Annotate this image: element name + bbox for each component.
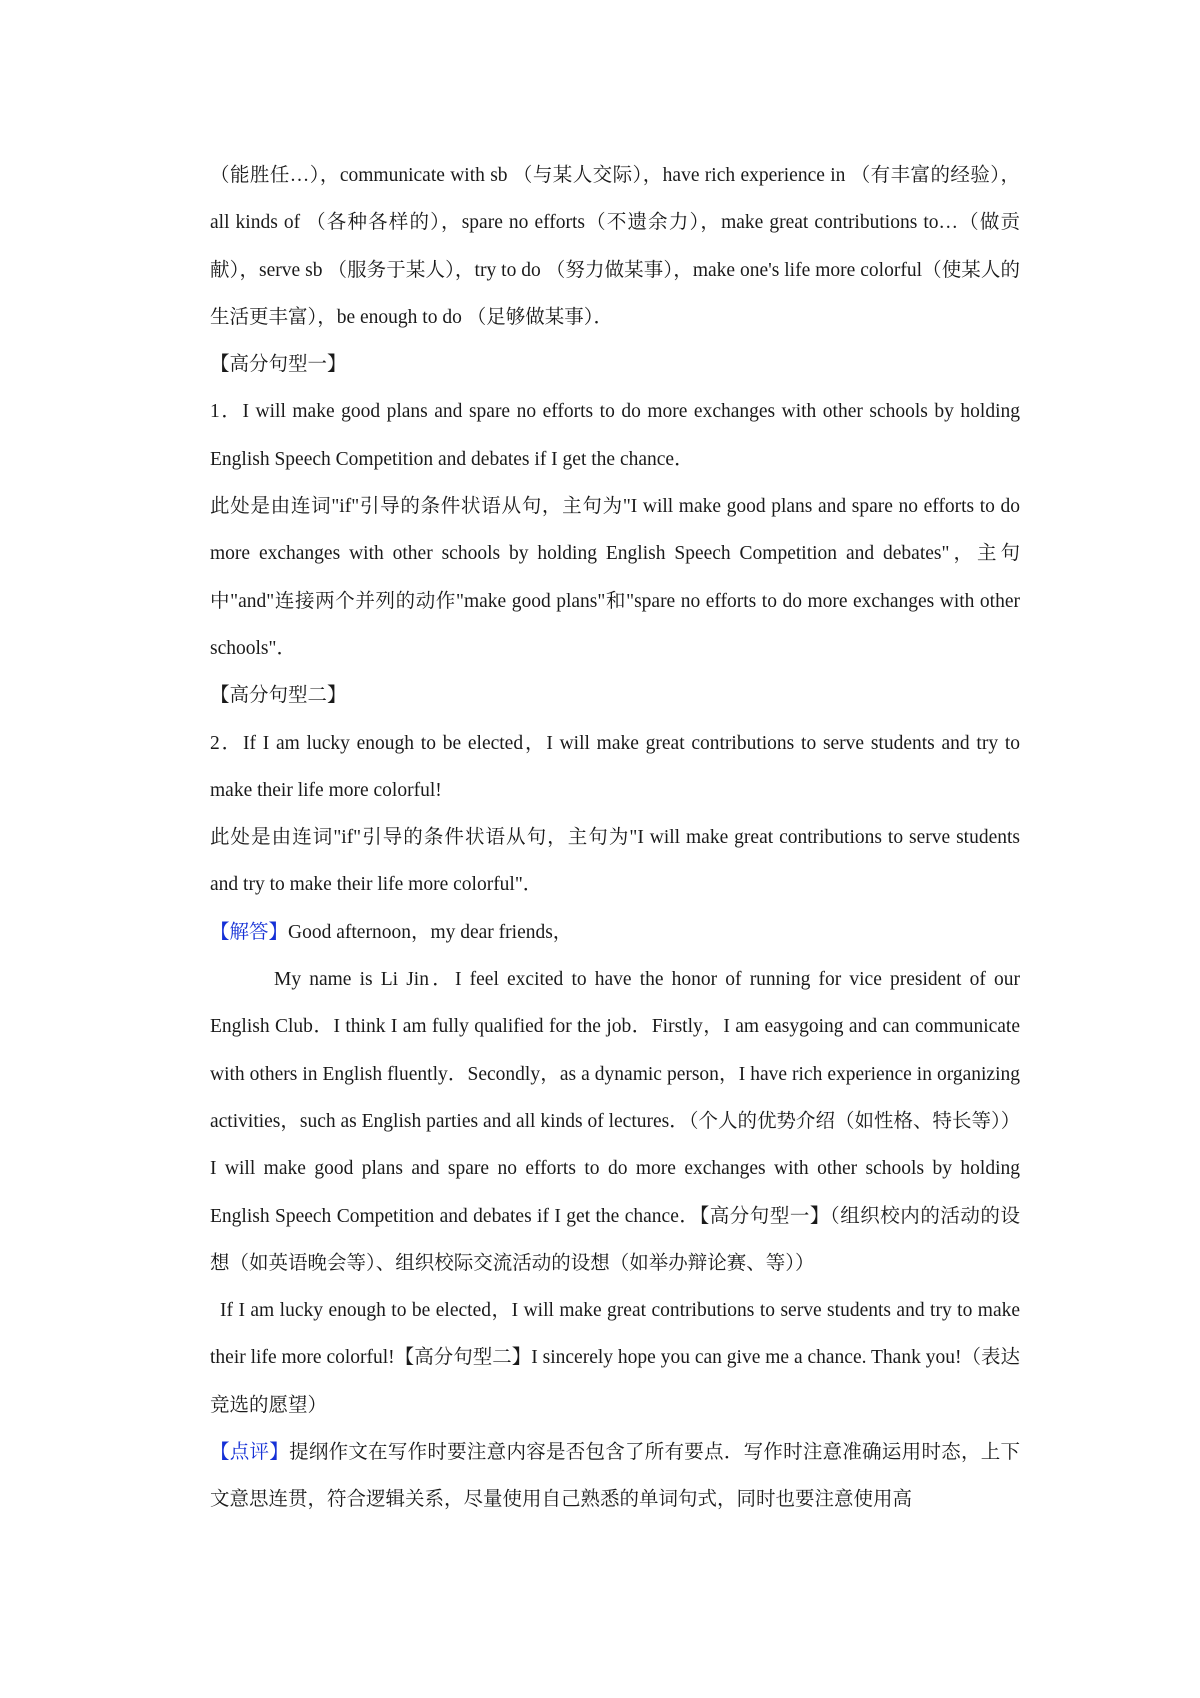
- pattern-2-heading: 【高分句型二】: [210, 685, 347, 707]
- answer-p3-tag: 【高分句型二】: [394, 1347, 532, 1369]
- answer-paragraph-1: My name is Li Jin．I feel excited to have the honor of running for vice president of our English Club．I think I am fully qualified for the job．Firstly，I am easygoing and can communicate with others in English fluently．Secondly，as a dynamic person，I have rich experience in organizing activities，such as English parties and all kinds of lectures．（个人的优势介绍（如性格、特长等））: [210, 969, 1021, 1132]
- answer-greeting: Good afternoon，my dear friends，: [288, 921, 573, 943]
- answer-p3-text: If I am lucky enough to be elected，I will make great contributions to serve students and try to make their life more colorful!: [210, 1300, 1020, 1369]
- answer-p2-text: I will make good plans and spare no efforts to do more exchanges with other schools by holding English Speech Competition and debates if I get the chance．: [210, 1158, 1020, 1227]
- pattern-1-sentence: 1．I will make good plans and spare no efforts to do more exchanges with other schools by holding English Speech Competition and debates if I get the chance．: [210, 401, 1020, 470]
- answer-paragraph-3: [210, 1287, 1020, 1429]
- pattern-2-sentence: 2．If I am lucky enough to be elected，I will make great contributions to serve students and try to make their life more colorful!: [210, 732, 1020, 801]
- pattern-2-analysis: 此处是由连词"if"引导的条件状语从句，主句为"I will make great contributions to serve students and try to make their life more colorful"．: [210, 827, 1020, 896]
- answer-greeting-line: [210, 909, 1020, 956]
- answer-paragraph-2: [210, 1145, 1020, 1287]
- comment-label: 【点评】: [210, 1442, 290, 1464]
- vocabulary-paragraph: （能胜任…），communicate with sb （与某人交际），have rich experience in （有丰富的经验），all kinds of （各种各样的），spare no efforts（不遗余力），make great contributions to…（做贡献），serve sb （服务于某人），try to do （努力做某事），make one's life more colorful（使某人的生活更丰富），be enough to do （足够做某事）．: [210, 165, 1020, 328]
- answer-p3-tail: I sincerely hope you can give me a chance. Thank you!（表达竞选的愿望）: [210, 1347, 1020, 1416]
- answer-p2-note: （组织校内的活动的设想（如英语晚会等）、组织校际交流活动的设想（如举办辩论赛、等））: [210, 1205, 1020, 1274]
- document-page: [210, 152, 1020, 1524]
- pattern-1-analysis: 此处是由连词"if"引导的条件状语从句，主句为"I will make good plans and spare no efforts to do more exchanges with other schools by holding English Speech Competition and debates"，主句中"and"连接两个并列的动作"make good plans"和"spare no efforts to do more exchanges with other schools"．: [210, 496, 1020, 659]
- comment-paragraph: [210, 1429, 1020, 1524]
- pattern-1-heading: 【高分句型一】: [210, 354, 347, 376]
- answer-label: 【解答】: [210, 921, 289, 943]
- comment-text: 提纲作文在写作时要注意内容是否包含了所有要点．写作时注意准确运用时态，上下文意思连贯，符合逻辑关系，尽量使用自己熟悉的单词句式，同时也要注意使用高: [210, 1442, 1020, 1511]
- answer-p2-tag: 【高分句型一】: [699, 1205, 830, 1227]
